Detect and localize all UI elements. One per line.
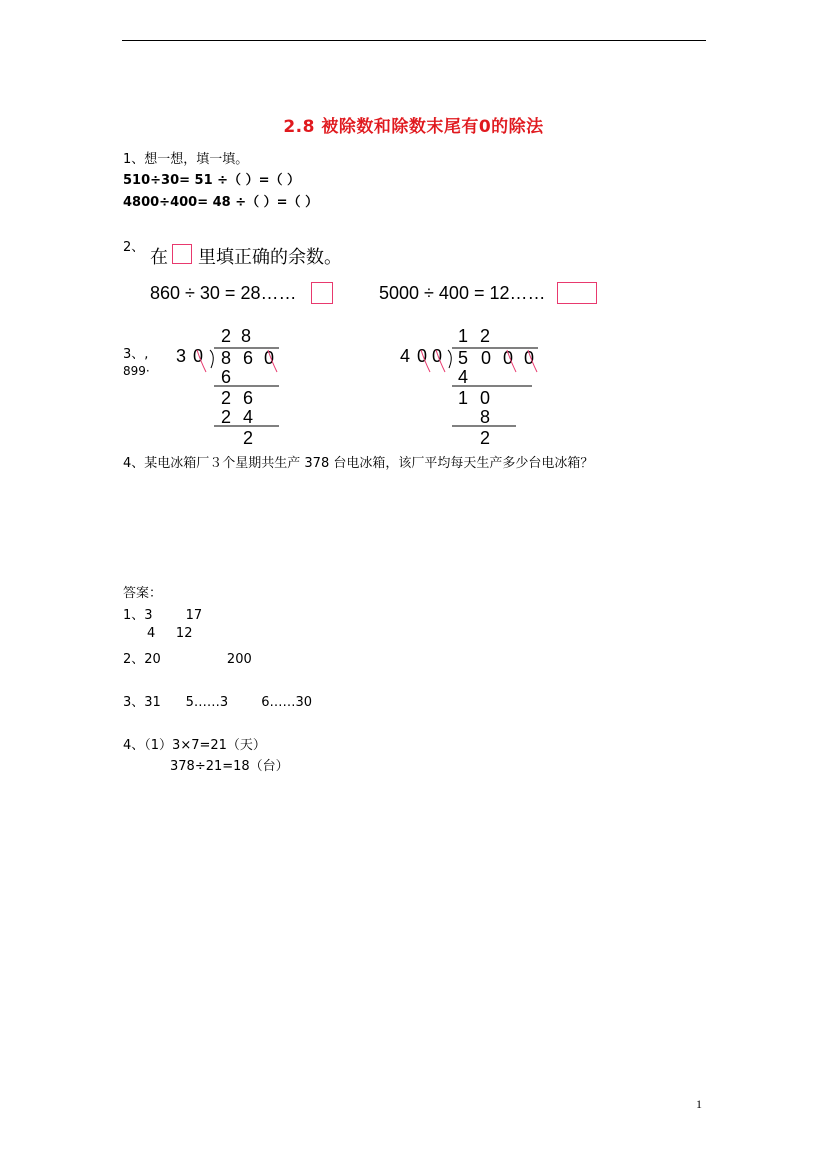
long-division-2 (400, 326, 538, 448)
dividend-digit: 0 (481, 348, 492, 368)
quotient-digit: 2 (221, 326, 232, 346)
answer-4-line-1: 4、（1）3×7=21（天） (123, 738, 266, 753)
division-bracket (448, 350, 451, 368)
step-digit: 6 (221, 367, 232, 387)
answer-1-line-1: 1、3 17 (123, 608, 203, 623)
q1-heading: 1、想一想，填一填。 (123, 152, 249, 167)
q3-fragment: 899· (123, 364, 150, 378)
q2-number: 2、 (123, 240, 145, 255)
dividend-digit: 0 (503, 348, 514, 368)
divisor-digit: 3 (176, 346, 187, 366)
dividend-digit: 6 (243, 348, 254, 368)
long-division-figure (0, 0, 827, 460)
q1-line-1: 510÷30= 51 ÷（ ）=（ ） (123, 173, 300, 188)
step-digit: 4 (458, 367, 469, 387)
division-bracket (210, 350, 213, 368)
q2-equation-2: 5000 ÷ 400 = 12…… (379, 283, 546, 303)
quotient-digit: 8 (241, 326, 252, 346)
remainder-digit: 2 (480, 428, 491, 448)
dividend-digit: 8 (221, 348, 232, 368)
divisor-digit: 4 (400, 346, 411, 366)
quotient-digit: 1 (458, 326, 469, 346)
q2-instruction-pre: 在 (150, 247, 168, 268)
dividend-digit: 5 (458, 348, 469, 368)
answer-1-line-2: 4 12 (147, 626, 193, 641)
q4-text: 4、某电冰箱厂３个星期共生产 378 台电冰箱，该厂平均每天生产多少台电冰箱？ (123, 456, 594, 471)
answers-heading: 答案： (123, 586, 163, 601)
quotient-digit: 2 (480, 326, 491, 346)
long-division-1 (176, 326, 279, 448)
step-digit: 8 (480, 407, 491, 427)
dividend-digit: 0 (264, 348, 275, 368)
step-digit: 2 (221, 407, 232, 427)
dividend-digit: 0 (524, 348, 535, 368)
page-number: 1 (696, 1097, 702, 1111)
q2-equation-1: 860 ÷ 30 = 28…… (150, 283, 297, 303)
q1-line-2: 4800÷400= 48 ÷（ ）=（ ） (123, 195, 319, 210)
step-digit: 2 (221, 388, 232, 408)
q3-number: 3、, (123, 347, 149, 362)
answer-4-line-2: 378÷21=18（台） (170, 759, 289, 774)
divisor-digit: 0 (417, 346, 428, 366)
remainder-digit: 2 (243, 428, 254, 448)
divisor-digit: 0 (193, 346, 204, 366)
answer-3: 3、31 5……3 6……30 (123, 695, 313, 710)
step-digit: 6 (243, 388, 254, 408)
page-title: 2.8 被除数和除数末尾有0的除法 (283, 117, 544, 137)
divisor-digit: 0 (432, 346, 443, 366)
answer-2: 2、20 200 (123, 652, 252, 667)
step-digit: 4 (243, 407, 254, 427)
q2-instruction-post: 里填正确的余数。 (198, 247, 342, 268)
step-digit: 1 (458, 388, 469, 408)
step-digit: 0 (480, 388, 491, 408)
